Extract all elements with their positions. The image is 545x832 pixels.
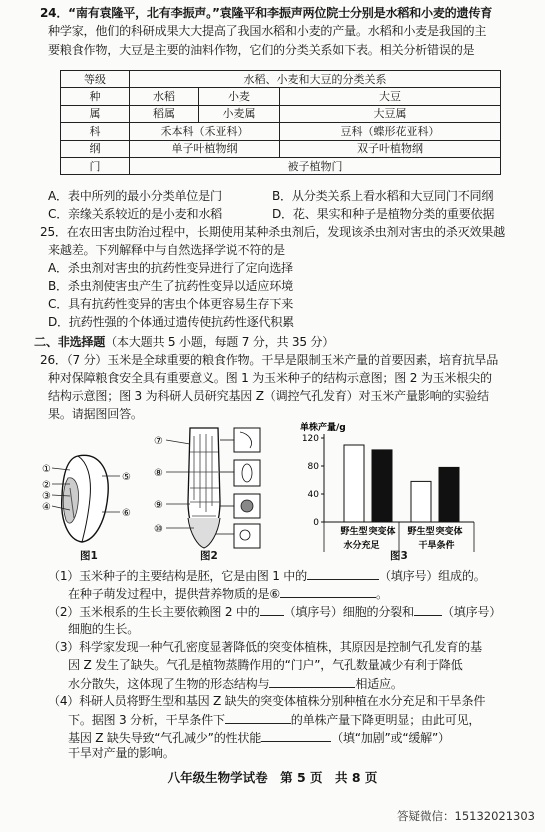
yield-bar-chart: [290, 418, 490, 566]
q26-line3: 结构示意图；图 3 为科研人员研究基因 Z（调控气孔发育）对玉米产量影响的实验结: [48, 389, 489, 403]
sub2-text-c: （填序号）: [441, 605, 502, 619]
chart-bars: [344, 445, 459, 522]
q26-sub1-line1: [48, 568, 530, 584]
cell-inset-4: [234, 524, 260, 548]
sub1-text-c: 在种子萌发过程中，提供营养物质的是⑥: [68, 587, 280, 601]
q24-line1: 24．“南有袁隆平，北有李振声。”袁隆平和李振声两位院士分别是水稻和小麦的遗传育: [40, 6, 493, 20]
rank-family: 科: [61, 123, 130, 140]
sub4-text-d: 基因 Z 缺失导致“气孔减少”的性状能: [68, 731, 262, 745]
fig1-marker-2: ②: [42, 480, 51, 491]
sub4-text-c: 的单株产量下降更明显；由此可见，: [290, 713, 481, 727]
meristem-cell-sketch: [241, 500, 253, 512]
table-row: [61, 105, 501, 122]
q26-sub4-line2: [68, 712, 530, 728]
cell-inset-1: [234, 428, 260, 452]
table-header-relation: 水稻、小麦和大豆的分类关系: [130, 71, 501, 88]
q26-sub2-line1: [48, 604, 530, 620]
table-row: [61, 140, 501, 157]
chart-ylabel: 单株产量/g: [300, 423, 346, 433]
q25-option-d[interactable]: D．抗药性强的个体通过遗传使抗药性逐代积累: [48, 315, 294, 329]
section2-heading: [34, 335, 524, 350]
q25-option-c[interactable]: C．具有抗药性变异的害虫个体更容易生存下来: [48, 297, 294, 311]
sub4-answer-blank-1[interactable]: [225, 712, 291, 724]
cell-rice-genus: 稻属: [130, 105, 199, 122]
q26-sub3-line3: [68, 676, 530, 692]
q26-line4: 果。请据图回答。: [48, 407, 143, 421]
fig1-marker-1: ①: [42, 464, 51, 475]
cell-wheat: 小麦: [199, 88, 280, 105]
q26-sub2-line2: 细胞的生长。: [68, 622, 140, 636]
fig1-marker-4: ④: [42, 502, 51, 513]
q26-sub3-line2: 因 Z 发生了缺失。气孔是植物蒸腾作用的“门户”，气孔数量减少有利于降低: [68, 658, 463, 672]
cell-dico-class: 双子叶植物纲: [280, 140, 501, 157]
q25-option-b[interactable]: B．杀虫剂使害虫产生了抗药性变异以适应环境: [48, 279, 293, 293]
fig1-marker-6: ⑥: [122, 508, 131, 519]
sub2-answer-blank-1[interactable]: [260, 604, 284, 616]
fig1-marker-5: ⑤: [122, 472, 131, 483]
sub2-answer-blank-2[interactable]: [414, 604, 442, 616]
yield-bar: [372, 450, 392, 522]
q26-sub3-line1: （3）科学家发现一种气孔密度显著降低的突变体植株，其原因是控制气孔发育的基: [48, 640, 482, 654]
root-tip-figure: [150, 422, 270, 550]
sub3-text-d: 相适应。: [355, 677, 403, 691]
cell-wheat-genus: 小麦属: [199, 105, 280, 122]
q26-sub4-line3: [68, 730, 530, 746]
fig1-marker-3: ③: [42, 491, 51, 502]
sub3-text-c: 水分散失，这体现了生物的形态结构与: [68, 677, 270, 691]
sub1-text-a: （1）玉米种子的主要结构是胚，它是由图 1 中的: [48, 569, 307, 583]
section2-note: （本大题共 5 小题，每题 7 分，共 35 分）: [105, 335, 335, 349]
sub4-text-e: （填“加剧”或“缓解”）: [331, 731, 450, 745]
chart-ticks: [302, 434, 324, 528]
yield-bar: [411, 481, 431, 522]
cell-rice: 水稻: [130, 88, 199, 105]
fig1-caption: 图1: [80, 550, 98, 562]
sub4-answer-blank-2[interactable]: [261, 730, 331, 742]
fig3-caption: 图3: [390, 550, 408, 562]
cell-soy: 大豆: [280, 88, 501, 105]
table-row: [61, 157, 501, 174]
q25-option-a[interactable]: A．杀虫剂对害虫的抗药性变异进行了定向选择: [48, 261, 293, 275]
corn-seed-figure: [40, 448, 140, 548]
table-row: [61, 123, 501, 140]
table-row: [61, 88, 501, 105]
classification-table: [60, 70, 501, 175]
yield-bar: [344, 445, 364, 522]
category-label: 突变体: [368, 527, 396, 537]
y-tick-label: 0: [313, 518, 319, 528]
yield-bar: [439, 467, 459, 522]
q26-sub4-line1: （4）科研人员将野生型和基因 Z 缺失的突变体植株分别种植在水分充足和干旱条件: [48, 694, 486, 708]
pointer-7: [166, 440, 190, 444]
sub1-text-d: 。: [375, 587, 388, 601]
q24-option-b[interactable]: B．从分类关系上看水稻和大豆同门不同纲: [272, 189, 494, 203]
cell-grass-family: 禾本科（禾亚科）: [130, 123, 280, 140]
category-label: 突变体: [435, 527, 463, 537]
cell-soy-genus: 大豆属: [280, 105, 501, 122]
fig2-marker-8: ⑧: [154, 468, 163, 479]
cell-legume-family: 豆科（蝶形花亚科）: [280, 123, 501, 140]
q24-option-a[interactable]: A．表中所列的最小分类单位是门: [48, 189, 222, 203]
root-cap: [188, 518, 220, 548]
sub2-text-b: （填序号）细胞的分裂和: [283, 605, 414, 619]
rank-class: 纲: [61, 140, 130, 157]
y-tick-label: 120: [301, 434, 319, 444]
cell-angio-division: 被子植物门: [130, 157, 501, 174]
table-header-rank: 等级: [61, 71, 130, 88]
sub1-answer-blank-1[interactable]: [307, 568, 379, 580]
fig2-marker-9: ⑨: [154, 500, 163, 511]
sub4-text-b: 下。据图 3 分析，干旱条件下: [68, 713, 225, 727]
q26-sub4-line4: 干旱对产量的影响。: [68, 746, 175, 760]
q24-option-d[interactable]: D．花、果实和种子是植物分类的重要依据: [272, 207, 495, 221]
rank-division: 门: [61, 157, 130, 174]
sub2-text-a: （2）玉米根系的生长主要依赖图 2 中的: [48, 605, 260, 619]
fig2-marker-10: ⑩: [154, 524, 163, 535]
group-label: 干旱条件: [418, 541, 455, 551]
q26-line2: 种对保障粮食安全具有重要意义。图 1 为玉米种子的结构示意图；图 2 为玉米根尖的: [48, 371, 492, 385]
cell-mono-class: 单子叶植物纲: [130, 140, 280, 157]
q24-line2: 种学家，他们的科研成果大大提高了我国水稻和小麦的产量。水稻和小麦是我国的主: [48, 24, 487, 38]
group-label: 水分充足: [343, 541, 380, 551]
contact-watermark: 答疑微信：15132021303: [397, 809, 535, 823]
y-tick-label: 40: [307, 490, 319, 500]
chart-category-labels: [340, 525, 462, 537]
sub1-answer-blank-2[interactable]: [280, 586, 376, 598]
q26-line1: 26．（7 分）玉米是全球重要的粮食作物。干旱是限制玉米产量的首要因素，培育抗旱品: [40, 353, 499, 367]
y-tick-label: 80: [307, 462, 319, 472]
rank-species: 种: [61, 88, 130, 105]
page-footer: 八年级生物学试卷 第 5 页 共 8 页: [167, 770, 378, 785]
category-label: 野生型: [340, 527, 368, 537]
fig2-marker-7: ⑦: [154, 436, 163, 447]
sub3-answer-blank[interactable]: [269, 676, 355, 688]
q24-option-c[interactable]: C．亲缘关系较近的是小麦和水稻: [48, 207, 223, 221]
q25-line2: 来越差。下列解释中与自然选择学说不符的是: [48, 243, 285, 257]
category-label: 野生型: [407, 527, 435, 537]
fig2-caption: 图2: [200, 550, 218, 562]
q25-line1: 25．在农田害虫防治过程中，长期使用某种杀虫剂后，发现该杀虫剂对害虫的杀灭效果越: [40, 225, 505, 239]
section2-title: 二、非选择题: [34, 335, 106, 349]
sub1-text-b: （填序号）组成的。: [378, 569, 486, 583]
q24-line3: 要粮食作物，大豆是主要的油料作物，它们的分类关系如下表。相关分析错误的是: [48, 43, 475, 57]
q26-sub1-line2: [68, 586, 530, 602]
rank-genus: 属: [61, 105, 130, 122]
